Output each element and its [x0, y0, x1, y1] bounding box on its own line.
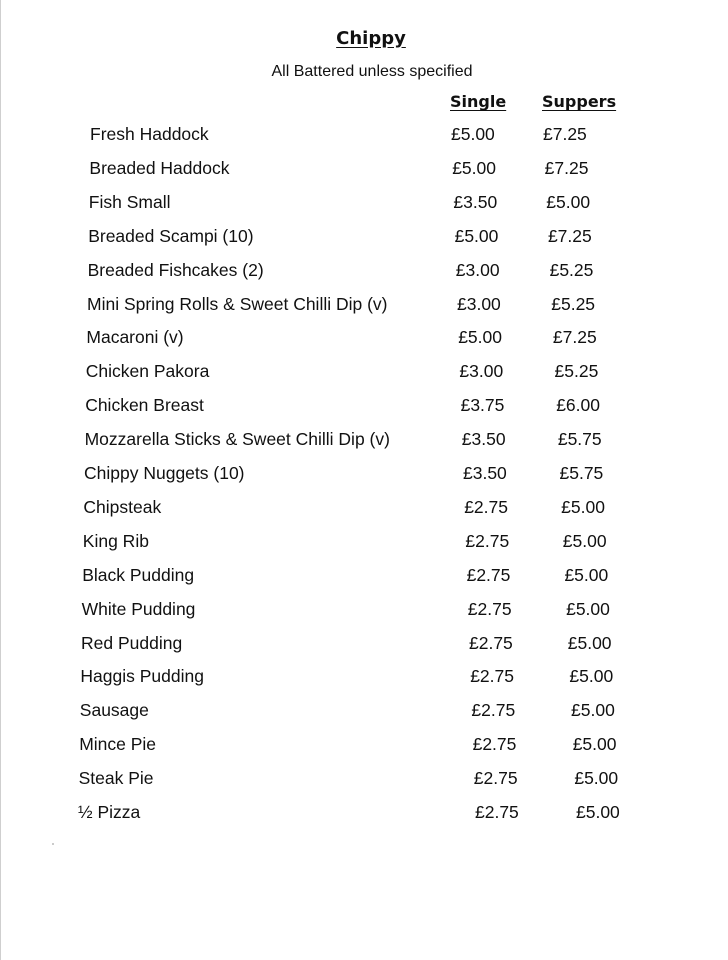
menu-item-row: [1, 327, 728, 351]
menu-item-row: [1, 260, 728, 284]
suppers-price: £5.25: [551, 293, 596, 314]
single-price: £5.00: [452, 157, 496, 178]
menu-item-name: Breaded Haddock: [89, 157, 230, 178]
menu-item-name: Steak Pie: [78, 768, 154, 789]
menu-item-name: Fresh Haddock: [90, 124, 209, 144]
suppers-price: £7.25: [547, 225, 592, 246]
menu-item-row: [1, 158, 728, 182]
single-price: £2.75: [472, 734, 517, 755]
suppers-price: £5.75: [559, 463, 604, 483]
single-price: £3.50: [453, 191, 498, 212]
menu-item-row: [1, 192, 728, 216]
suppers-price: £5.00: [571, 700, 615, 721]
menu-item-name: Mozzarella Sticks & Sweet Chilli Dip (v): [84, 429, 390, 450]
single-price: £2.75: [466, 564, 511, 585]
suppers-price: £6.00: [556, 395, 600, 416]
menu-item-row: [1, 565, 728, 589]
single-price: £3.75: [460, 395, 505, 416]
menu-item-name: Sausage: [79, 700, 149, 721]
suppers-price: £7.25: [544, 157, 589, 178]
suppers-price: £5.00: [569, 666, 614, 687]
menu-item-row: [1, 768, 728, 792]
scan-speck: [52, 843, 54, 845]
menu-item-row: [1, 633, 728, 657]
menu-item-name: Chipsteak: [83, 496, 162, 517]
menu-item-row: [1, 124, 728, 148]
menu-item-name: Fish Small: [88, 191, 171, 212]
menu-item-name: Breaded Fishcakes (2): [87, 259, 264, 280]
menu-item-name: Macaroni (v): [86, 327, 184, 348]
menu-item-name: Black Pudding: [82, 564, 195, 585]
menu-item-row: [1, 294, 728, 318]
suppers-price: £5.00: [576, 802, 620, 822]
menu-item-name: Mini Spring Rolls & Sweet Chilli Dip (v): [87, 293, 388, 314]
menu-item-row: [1, 497, 728, 521]
menu-item-row: [1, 802, 728, 826]
single-column-header: Single: [450, 92, 507, 111]
menu-item-name: Haggis Pudding: [80, 666, 204, 687]
suppers-price: £5.00: [562, 530, 607, 551]
single-price: £5.00: [451, 124, 495, 144]
single-price: £2.75: [469, 632, 513, 653]
menu-item-row: [1, 734, 728, 758]
menu-item-name: Chippy Nuggets (10): [84, 463, 245, 483]
menu-item-name: Chicken Pakora: [85, 361, 210, 382]
suppers-price: £5.00: [572, 734, 617, 755]
single-price: £2.75: [471, 700, 516, 721]
menu-item-row: [1, 463, 728, 487]
suppers-price: £5.00: [566, 598, 610, 619]
menu-item-row: [1, 395, 728, 419]
single-price: £3.00: [457, 293, 501, 314]
suppers-price: £5.00: [561, 496, 605, 517]
single-price: £2.75: [467, 598, 512, 619]
menu-item-row: [1, 531, 728, 555]
suppers-price: £5.25: [549, 259, 594, 280]
menu-item-row: [1, 361, 728, 385]
menu-item-name: Chicken Breast: [85, 395, 204, 416]
suppers-price: £5.00: [567, 632, 612, 653]
single-price: £2.75: [475, 802, 519, 822]
single-price: £3.00: [455, 259, 500, 280]
menu-item-name: King Rib: [82, 530, 149, 551]
menu-item-name: Mince Pie: [79, 734, 157, 755]
menu-item-name: White Pudding: [81, 598, 196, 619]
suppers-column-header: Suppers: [542, 92, 617, 111]
suppers-price: £7.25: [552, 327, 597, 348]
menu-item-row: [1, 599, 728, 623]
single-price: £5.00: [458, 327, 502, 348]
menu-item-name: ½ Pizza: [78, 802, 141, 822]
single-price: £3.50: [461, 429, 506, 450]
suppers-price: £5.75: [557, 429, 602, 450]
menu-item-name: Breaded Scampi (10): [88, 225, 254, 246]
single-price: £2.75: [464, 496, 508, 517]
menu-item-list: [1, 0, 728, 960]
menu-item-row: [1, 429, 728, 453]
single-price: £5.00: [454, 225, 499, 246]
menu-title: Chippy: [336, 28, 406, 49]
single-price: £3.00: [459, 361, 504, 382]
single-price: £2.75: [465, 530, 510, 551]
suppers-price: £5.25: [554, 361, 599, 382]
menu-item-row: [1, 226, 728, 250]
menu-item-name: Red Pudding: [81, 632, 183, 653]
single-price: £2.75: [473, 768, 518, 789]
single-price: £3.50: [463, 463, 507, 483]
suppers-price: £5.00: [564, 564, 609, 585]
single-price: £2.75: [470, 666, 514, 687]
menu-item-row: [1, 700, 728, 724]
suppers-price: £5.00: [574, 768, 619, 789]
suppers-price: £7.25: [543, 124, 587, 144]
menu-item-row: [1, 666, 728, 690]
menu-subtitle: All Battered unless specified: [271, 63, 473, 80]
suppers-price: £5.00: [546, 191, 591, 212]
